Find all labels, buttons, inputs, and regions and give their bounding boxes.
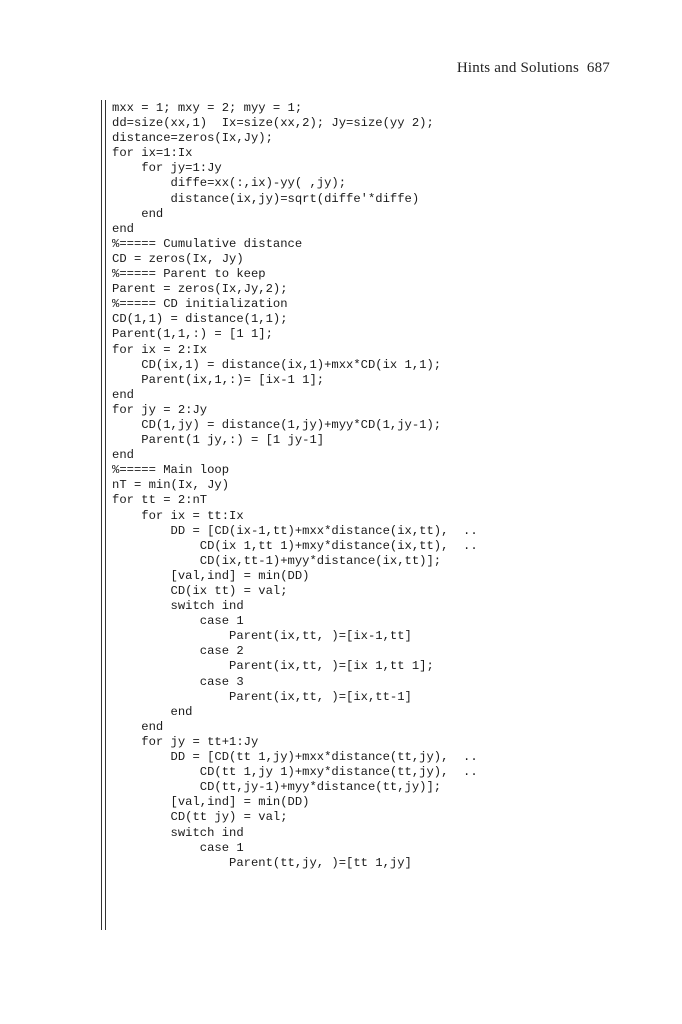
code-line: end	[112, 221, 134, 236]
code-line: CD(tt jy) = val;	[112, 810, 288, 825]
code-line: for jy=1:Jy	[112, 161, 222, 176]
code-line: nT = min(Ix, Jy)	[112, 478, 230, 493]
code-line: end	[112, 387, 134, 402]
code-line: case 2	[112, 644, 244, 659]
code-margin-rule	[101, 100, 106, 930]
code-line: switch ind	[112, 825, 244, 840]
code-line: %===== Parent to keep	[112, 267, 266, 282]
code-line: %===== Main loop	[112, 463, 230, 478]
code-line: for tt = 2:nT	[112, 493, 208, 508]
code-line: CD(1,jy) = distance(1,jy)+myy*CD(1,jy-1);	[112, 417, 442, 432]
code-line: %===== CD initialization	[112, 297, 288, 312]
code-line: for ix=1:Ix	[112, 146, 193, 161]
code-line: Parent(ix,tt, )=[ix,tt-1]	[112, 689, 412, 704]
code-line: diffe=xx(:,ix)-yy( ,jy);	[112, 176, 347, 191]
code-line: Parent(tt,jy, )=[tt 1,jy]	[112, 855, 412, 870]
code-line: for jy = tt+1:Jy	[112, 734, 259, 749]
code-line: DD = [CD(tt 1,jy)+mxx*distance(tt,jy), ..	[112, 750, 478, 765]
code-line: CD(1,1) = distance(1,1);	[112, 312, 288, 327]
code-line: case 3	[112, 674, 244, 689]
code-line: case 1	[112, 840, 244, 855]
code-line: end	[112, 206, 164, 221]
code-line: end	[112, 719, 164, 734]
code-line: for ix = tt:Ix	[112, 508, 244, 523]
code-line: [val,ind] = min(DD)	[112, 568, 310, 583]
code-line: dd=size(xx,1) Ix=size(xx,2); Jy=size(yy 2);	[112, 116, 434, 131]
code-line: Parent(ix,tt, )=[ix 1,tt 1];	[112, 659, 434, 674]
code-line: Parent(ix,tt, )=[ix-1,tt]	[112, 629, 412, 644]
code-line: switch ind	[112, 599, 244, 614]
code-line: Parent = zeros(Ix,Jy,2);	[112, 282, 288, 297]
code-line: CD(ix,tt-1)+myy*distance(ix,tt)];	[112, 553, 442, 568]
code-line: Parent(ix,1,:)= [ix-1 1];	[112, 372, 325, 387]
code-line: end	[112, 704, 193, 719]
code-listing	[112, 101, 478, 871]
code-line: CD(tt 1,jy 1)+mxy*distance(tt,jy), ..	[112, 765, 478, 780]
code-line: CD(tt,jy-1)+myy*distance(tt,jy)];	[112, 780, 442, 795]
code-line: CD(ix,1) = distance(ix,1)+mxx*CD(ix 1,1);	[112, 357, 442, 372]
code-line: distance=zeros(Ix,Jy);	[112, 131, 273, 146]
code-line: for jy = 2:Jy	[112, 402, 208, 417]
code-line: case 1	[112, 614, 244, 629]
code-line: mxx = 1; mxy = 2; myy = 1;	[112, 101, 303, 115]
code-line: Parent(1 jy,:) = [1 jy-1]	[112, 433, 325, 448]
code-line: end	[112, 448, 134, 463]
code-line: %===== Cumulative distance	[112, 236, 303, 251]
code-line: DD = [CD(ix-1,tt)+mxx*distance(ix,tt), ..	[112, 523, 478, 538]
code-line: Parent(1,1,:) = [1 1];	[112, 327, 273, 342]
code-line: CD = zeros(Ix, Jy)	[112, 251, 244, 266]
code-line: [val,ind] = min(DD)	[112, 795, 310, 810]
code-line: distance(ix,jy)=sqrt(diffe'*diffe)	[112, 191, 420, 206]
code-line: for ix = 2:Ix	[112, 342, 208, 357]
running-header: Hints and Solutions 687	[456, 60, 610, 76]
code-line: CD(ix tt) = val;	[112, 584, 288, 598]
code-line: CD(ix 1,tt 1)+mxy*distance(ix,tt), ..	[112, 538, 478, 553]
